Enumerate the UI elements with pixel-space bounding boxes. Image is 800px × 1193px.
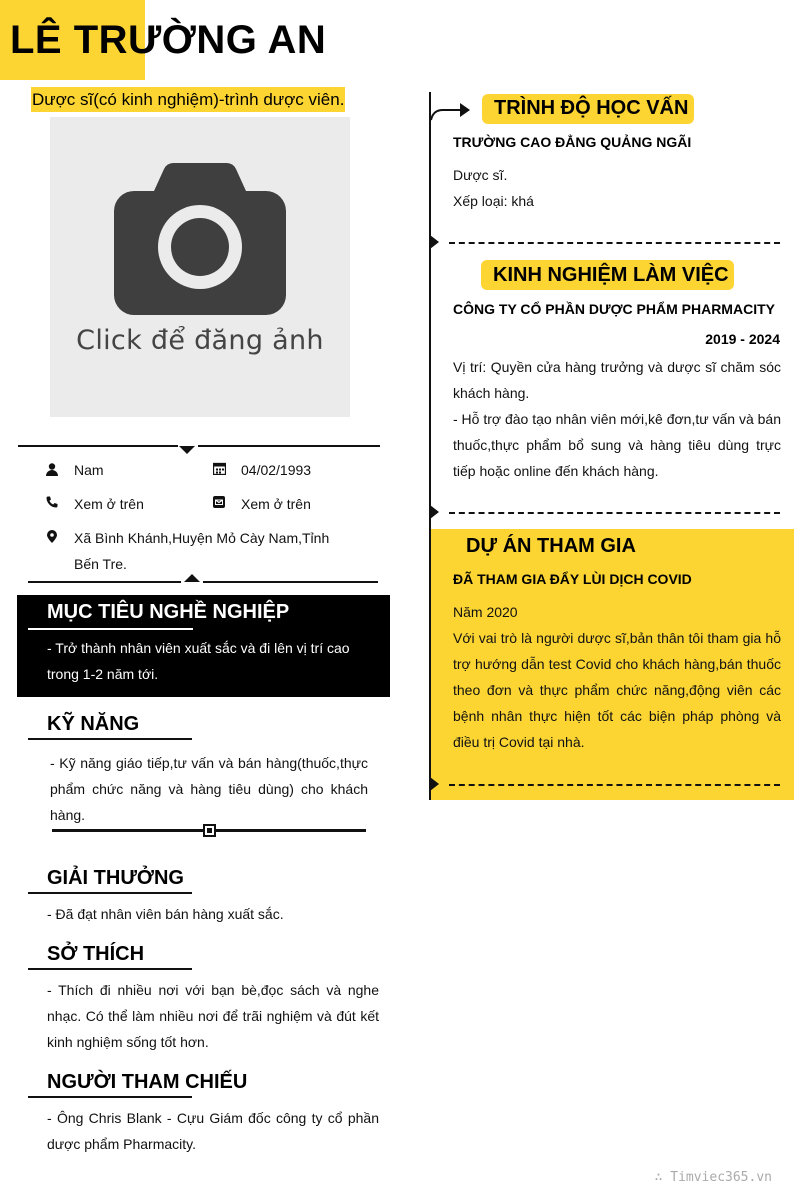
experience-company: CÔNG TY CỔ PHẦN DƯỢC PHẨM PHARMACITY — [453, 301, 775, 317]
watermark: ∴ Timviec365.vn — [654, 1170, 772, 1185]
phone-value: Xem ở trên — [74, 496, 144, 512]
section-underline — [28, 968, 192, 970]
arrow-icon — [430, 98, 472, 122]
divider — [198, 445, 380, 447]
section-underline — [28, 738, 192, 740]
project-name: ĐÃ THAM GIA ĐẨY LÙI DỊCH COVID — [453, 571, 692, 587]
section-underline — [28, 1096, 192, 1098]
project-year: Năm 2020 — [453, 604, 518, 620]
skills-title: KỸ NĂNG — [47, 713, 140, 735]
user-icon — [45, 462, 59, 476]
birthday-value: 04/02/1993 — [241, 462, 312, 478]
hobbies-text: - Thích đi nhiều nơi với bạn bè,đọc sách và nghe nhạc. Có thể làm nhiều nơi để trãi nghiệm và đút kết kinh nghiệm sống tốt hơn. — [47, 982, 379, 1050]
timeline-line — [429, 92, 431, 800]
candidate-name: LÊ TRƯỜNG AN — [10, 18, 327, 62]
location-icon — [45, 529, 59, 543]
calendar-icon — [212, 461, 226, 475]
section-underline — [28, 892, 192, 894]
education-degree: Dược sĩ. — [453, 167, 508, 183]
education-grade: Xếp loại: khá — [453, 193, 534, 209]
photo-upload[interactable] — [50, 117, 350, 417]
experience-position: Vị trí: Quyền cửa hàng trưởng và dược sĩ chăm sóc khách hàng. — [453, 359, 781, 401]
divider — [28, 581, 181, 583]
divider — [18, 445, 178, 447]
address-line1: Xã Bình Khánh,Huyện Mỏ Cày Nam,Tỉnh — [74, 530, 330, 546]
divider — [203, 581, 378, 583]
timeline-marker — [430, 235, 439, 249]
divider-arrow — [184, 574, 200, 582]
email-icon — [212, 495, 226, 509]
projects-title: DỰ ÁN THAM GIA — [466, 535, 636, 557]
objective-section — [17, 595, 390, 697]
hobbies-title: SỞ THÍCH — [47, 943, 145, 965]
references-title: NGƯỜI THAM CHIẾU — [47, 1071, 248, 1093]
project-description: Với vai trò là người dược sĩ,bản thân tôi tham gia hỗ trợ hướng dẫn test Covid cho khách hàng,bán thuốc theo đơn và thực phẩm chức năng,động viên các bệnh nhân thực hiện tốt các biện pháp phòng và điều trị Covid tại nhà. — [453, 630, 781, 750]
education-title: TRÌNH ĐỘ HỌC VẤN — [494, 97, 689, 119]
camera-icon — [111, 161, 289, 317]
awards-title: GIẢI THƯỞNG — [47, 867, 184, 889]
skill-level-knob — [203, 824, 216, 837]
experience-title: KINH NGHIỆM LÀM VIỆC — [493, 264, 729, 286]
references-text: - Ông Chris Blank - Cựu Giám đốc công ty cổ phần dược phẩm Pharmacity. — [47, 1110, 379, 1152]
experience-duties: - Hỗ trợ đào tạo nhân viên mới,kê đơn,tư vấn và bán thuốc,thực phẩm bổ sung và hàng tiêu dùng trực tiếp hoặc online đến khách hàng. — [453, 411, 781, 479]
section-separator — [449, 784, 780, 786]
divider-arrow — [179, 446, 195, 454]
address-line2: Bến Tre. — [74, 556, 127, 572]
timeline-marker — [430, 777, 439, 791]
section-separator — [449, 512, 780, 514]
skills-text: - Kỹ năng giáo tiếp,tư vấn và bán hàng(thuốc,thực phẩm chức năng và hàng tiêu dùng) cho khách hàng. — [50, 755, 368, 823]
education-school: TRƯỜNG CAO ĐẲNG QUẢNG NGÃI — [453, 134, 692, 150]
photo-upload-label: Click để đăng ảnh — [76, 325, 324, 356]
section-underline — [28, 628, 193, 630]
experience-period: 2019 - 2024 — [705, 331, 780, 347]
gender-value: Nam — [74, 462, 104, 478]
job-title: Dược sĩ(có kinh nghiệm)-trình dược viên. — [31, 87, 345, 112]
section-separator — [449, 242, 780, 244]
timeline-marker — [430, 505, 439, 519]
email-value: Xem ở trên — [241, 496, 311, 512]
objective-text: - Trở thành nhân viên xuất sắc và đi lên vị trí cao trong 1-2 năm tới. — [47, 640, 350, 682]
objective-title: MỤC TIÊU NGHỀ NGHIỆP — [47, 601, 290, 623]
phone-icon — [45, 495, 59, 509]
awards-text: - Đã đạt nhân viên bán hàng xuất sắc. — [47, 906, 284, 922]
